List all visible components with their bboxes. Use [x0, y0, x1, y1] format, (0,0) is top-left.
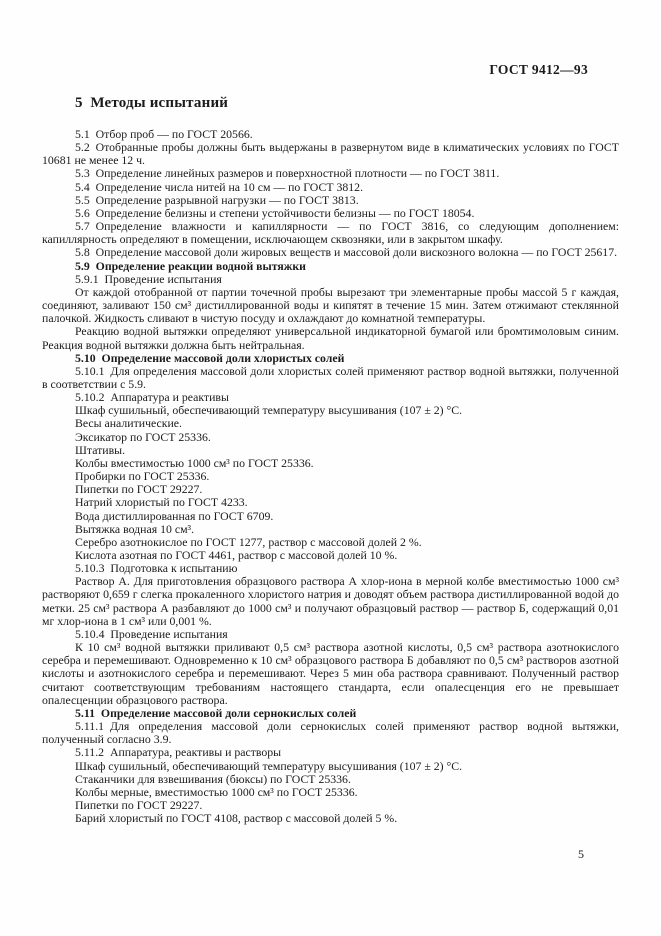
- paragraph: 5.2 Отобранные пробы должны быть выдержаны в развернутом виде в климатических условиях по ГОСТ 10681 не менее 12 ч.: [42, 140, 619, 168]
- paragraph: Колбы мерные, вместимостью 1000 см³ по ГОСТ 25336.: [75, 784, 358, 799]
- paragraph: Стаканчики для взвешивания (бюксы) по ГОСТ 25336.: [75, 771, 351, 786]
- section-title: 5 Методы испытаний: [75, 95, 229, 111]
- paragraph: Шкаф сушильный, обеспечивающий температуру высушивания (107 ± 2) °С.: [75, 758, 463, 773]
- paragraph: 5.3 Определение линейных размеров и поверхностной плотности — по ГОСТ 3811.: [75, 166, 500, 181]
- paragraph: 5.9.1 Проведение испытания: [75, 271, 222, 286]
- paragraph: Пробирки по ГОСТ 25336.: [75, 469, 210, 484]
- paragraph: 5.1 Отбор проб — по ГОСТ 20566.: [75, 127, 253, 141]
- paragraph: Весы аналитические.: [75, 416, 182, 431]
- paragraph: 5.10.2 Аппаратура и реактивы: [75, 390, 229, 405]
- paragraph: Шкаф сушильный, обеспечивающий температуру высушивания (107 ± 2) °С.: [75, 403, 463, 418]
- paragraph: 5.10.3 Подготовка к испытанию: [75, 561, 238, 576]
- standard-number-header: ГОСТ 9412—93: [489, 62, 588, 77]
- paragraph: Вода дистиллированная по ГОСТ 6709.: [75, 508, 274, 523]
- paragraph: 5.8 Определение массовой доли жировых веществ и массовой доли вискозного волокна — по ГОСТ 25617.: [75, 245, 618, 260]
- paragraph: 5.11.1 Для определения массовой доли сернокислых солей применяют раствор водной вытяжки, полученный согласно 3.9.: [42, 719, 619, 747]
- paragraph: 5.10.4 Проведение испытания: [75, 626, 228, 641]
- subsection-heading: 5.10 Определение массовой доли хлористых солей: [75, 350, 345, 365]
- paragraph: Вытяжка водная 10 см³.: [75, 521, 195, 536]
- page-number: 5: [578, 847, 584, 861]
- paragraph: К 10 см³ водной вытяжки приливают 0,5 см³ раствора азотной кислоты, 0,5 см³ раствора азотнокислого серебра и перемешивают. Одновременно к 10 см³ образцового раствора Б добавляют по 0,5 см³ растворов азотной кислоты и азотнокислого серебра и перемешивают. Через 5 мин оба раствора сравнивают. Полученный раствор считают соответствующим требованиям настоящего стандарта, если опалесценция его не превышает опалесценции образцового раствора.: [42, 640, 619, 707]
- paragraph: Раствор А. Для приготовления образцового раствора А хлор-иона в мерной колбе вместимостью 1000 см³ растворяют 0,659 г слегка прокаленного хлористого натрия и доводят объем раствора дистиллированной водой до метки. 25 см³ раствора А разбавляют до 1000 см³ и получают образцовый раствор — раствор Б, содержащий 0,01 мг хлор-иона в 1 см³ или 0,001 %.: [42, 574, 619, 628]
- paragraph: Эксикатор по ГОСТ 25336.: [75, 429, 211, 444]
- paragraph: От каждой отобранной от партии точечной пробы вырезают три элементарные пробы массой 5 г каждая, соединяют, заливают 150 см³ дистиллированной воды и кипятят в течение 15 мин. Затем отжимают стеклянной палочкой. Жидкость сливают в чистую посуду и охлаждают до комнатной температуры.: [42, 284, 619, 326]
- paragraph: Натрий хлористый по ГОСТ 4233.: [75, 495, 248, 510]
- subsection-heading: 5.11 Определение массовой доли сернокислых солей: [75, 705, 357, 720]
- subsection-heading: 5.9 Определение реакции водной вытяжки: [75, 258, 306, 273]
- paragraph: 5.4 Определение числа нитей на 10 см — по ГОСТ 3812.: [75, 179, 364, 194]
- paragraph: 5.11.2 Аппаратура, реактивы и растворы: [75, 745, 282, 760]
- paragraph: 5.10.1 Для определения массовой доли хлористых солей применяют раствор водной вытяжки, полученной в соответствии с 5.9.: [42, 363, 619, 391]
- paragraph: 5.6 Определение белизны и степени устойчивости белизны — по ГОСТ 18054.: [75, 205, 475, 220]
- document-body: [42, 128, 619, 825]
- paragraph: Колбы вместимостью 1000 см³ по ГОСТ 25336.: [75, 455, 314, 470]
- paragraph: 5.7 Определение влажности и капиллярности — по ГОСТ 3816, со следующим дополнением: капиллярность определяют в помещении, исключающем сквозняки, или в закрытом шкафу.: [42, 219, 619, 247]
- paragraph: Пипетки по ГОСТ 29227.: [75, 482, 203, 497]
- paragraph: Пипетки по ГОСТ 29227.: [75, 797, 203, 812]
- paragraph: Кислота азотная по ГОСТ 4461, раствор с массовой долей 10 %.: [75, 548, 398, 562]
- paragraph: Барий хлористый по ГОСТ 4108, раствор с массовой долей 5 %.: [75, 811, 398, 826]
- paragraph: Штативы.: [75, 442, 126, 457]
- paragraph: Серебро азотнокислое по ГОСТ 1277, раствор с массовой долей 2 %.: [75, 534, 422, 549]
- paragraph: 5.5 Определение разрывной нагрузки — по ГОСТ 3813.: [75, 192, 359, 207]
- paragraph: Реакцию водной вытяжки определяют универсальной индикаторной бумагой или бромтимоловым синим. Реакция водной вытяжки должна быть нейтральная.: [42, 324, 619, 352]
